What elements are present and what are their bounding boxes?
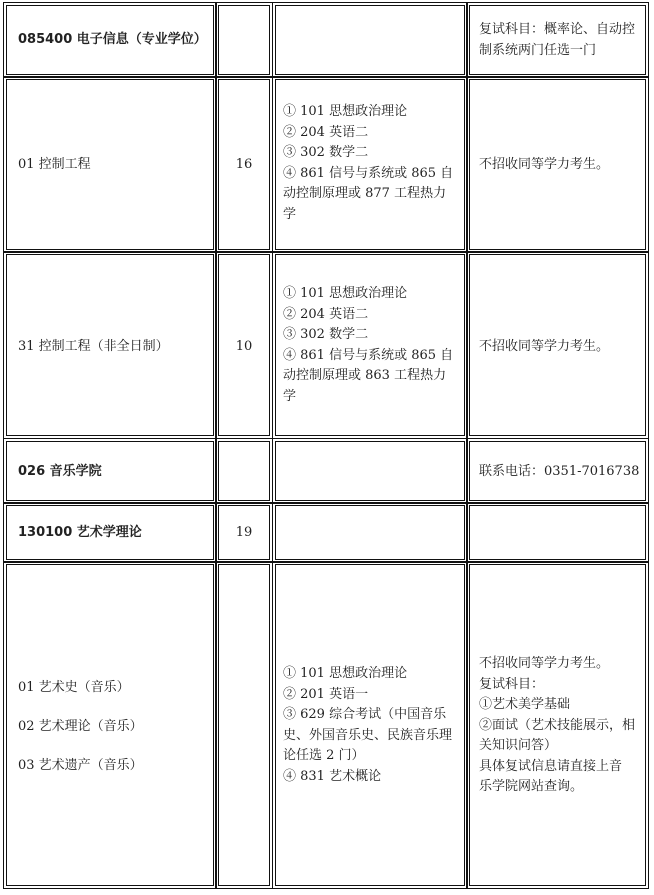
- direction-label-art-heritage: 03 艺术遗产（音乐）: [18, 758, 143, 773]
- remarks-line: 不招收同等学力考生。: [479, 656, 610, 671]
- row-01-control-remarks-cell: [469, 79, 646, 250]
- exam-subject-line: ① 101 思想政治理论: [283, 104, 408, 119]
- remarks-line: 乐学院网站查询。: [479, 779, 584, 794]
- direction-label: 31 控制工程（非全日制）: [18, 339, 169, 354]
- remarks-line: 具体复试信息请直接上音: [479, 758, 623, 774]
- exam-subject-line: 论任选 2 门）: [283, 748, 365, 763]
- row-art-directions-exam-cell: [275, 564, 465, 886]
- exam-subject-line: ① 101 思想政治理论: [283, 286, 408, 301]
- row-01-control-quota-cell: [218, 79, 270, 250]
- row-026-music-school-exam-cell: [275, 441, 465, 501]
- exam-subject-line: 史、外国音乐史、民族音乐理: [283, 727, 453, 743]
- remarks-line: 制系统两门任选一门: [479, 42, 597, 58]
- row-31-control-parttime-quota-cell: [218, 254, 270, 436]
- exam-subject-line: ④ 831 艺术概论: [283, 768, 382, 784]
- exam-subject-line: ③ 302 数学二: [283, 327, 369, 342]
- exam-subject-line: ② 201 英语一: [283, 686, 369, 702]
- direction-label-art-theory: 02 艺术理论（音乐）: [18, 719, 143, 734]
- row-085400-code-cell: [6, 5, 214, 75]
- row-130100-art-theory-code-cell: [6, 505, 214, 560]
- remarks-line: 复试科目：概率论、自动控: [479, 22, 636, 37]
- remarks-line: ①艺术美学基础: [479, 697, 571, 712]
- exam-subject-line: 动控制原理或 863 工程热力: [283, 368, 447, 383]
- direction-label-art-history: 01 艺术史（音乐）: [18, 680, 130, 695]
- remarks-line: 复试科目：: [479, 676, 545, 692]
- quota-value: 16: [235, 157, 253, 172]
- row-085400-quota-cell: [218, 5, 270, 75]
- exam-subject-line: ② 204 英语二: [283, 124, 369, 140]
- quota-value: 19: [235, 525, 253, 540]
- row-art-directions-remarks-cell: [469, 564, 646, 886]
- row-01-control-exam-cell: [275, 79, 465, 250]
- exam-subjects: [283, 102, 453, 225]
- exam-subject-line: ② 204 英语二: [283, 306, 369, 322]
- exam-subject-line: 学: [283, 206, 297, 222]
- school-label: 026 音乐学院: [18, 464, 102, 479]
- exam-subject-line: ① 101 思想政治理论: [283, 666, 408, 681]
- quota-value: 10: [235, 339, 253, 354]
- row-31-control-parttime-code-cell: [6, 254, 214, 436]
- remarks-line: ②面试（艺术技能展示，相: [479, 717, 636, 733]
- remarks-text: 不招收同等学力考生。: [479, 157, 610, 172]
- program-code-label: 130100 艺术学理论: [18, 525, 142, 540]
- remarks-text: 不招收同等学力考生。: [479, 339, 610, 354]
- remarks-text: [479, 20, 635, 61]
- row-art-directions-quota-cell: [218, 564, 270, 886]
- exam-subject-line: 动控制原理或 877 工程热力: [283, 186, 447, 201]
- program-code-label: 085400 电子信息（专业学位）: [18, 32, 207, 47]
- row-31-control-parttime-exam-cell: [275, 254, 465, 436]
- exam-subject-line: 学: [283, 388, 297, 404]
- exam-subject-line: ③ 302 数学二: [283, 145, 369, 160]
- exam-subject-line: ③ 629 综合考试（中国音乐: [283, 707, 447, 722]
- row-art-directions-code-cell: [6, 564, 214, 886]
- row-026-music-school-remarks-cell: [469, 441, 646, 501]
- row-130100-art-theory-remarks-cell: [469, 505, 646, 560]
- direction-label: 01 控制工程: [18, 157, 91, 172]
- row-026-music-school-quota-cell: [218, 441, 270, 501]
- row-130100-art-theory-quota-cell: [218, 505, 270, 560]
- contact-phone: 联系电话：0351-7016738: [479, 464, 640, 479]
- remarks-text: [479, 654, 635, 798]
- row-085400-exam-cell: [275, 5, 465, 75]
- row-026-music-school-code-cell: [6, 441, 214, 501]
- row-31-control-parttime-remarks-cell: [469, 254, 646, 436]
- row-085400-remarks-cell: [469, 5, 646, 75]
- exam-subjects: [283, 664, 452, 787]
- row-01-control-code-cell: [6, 79, 214, 250]
- remarks-line: 关知识问答）: [479, 738, 558, 753]
- exam-subject-line: ④ 861 信号与系统或 865 自: [283, 165, 454, 181]
- exam-subject-line: ④ 861 信号与系统或 865 自: [283, 347, 454, 363]
- exam-subjects: [283, 284, 453, 407]
- row-130100-art-theory-exam-cell: [275, 505, 465, 560]
